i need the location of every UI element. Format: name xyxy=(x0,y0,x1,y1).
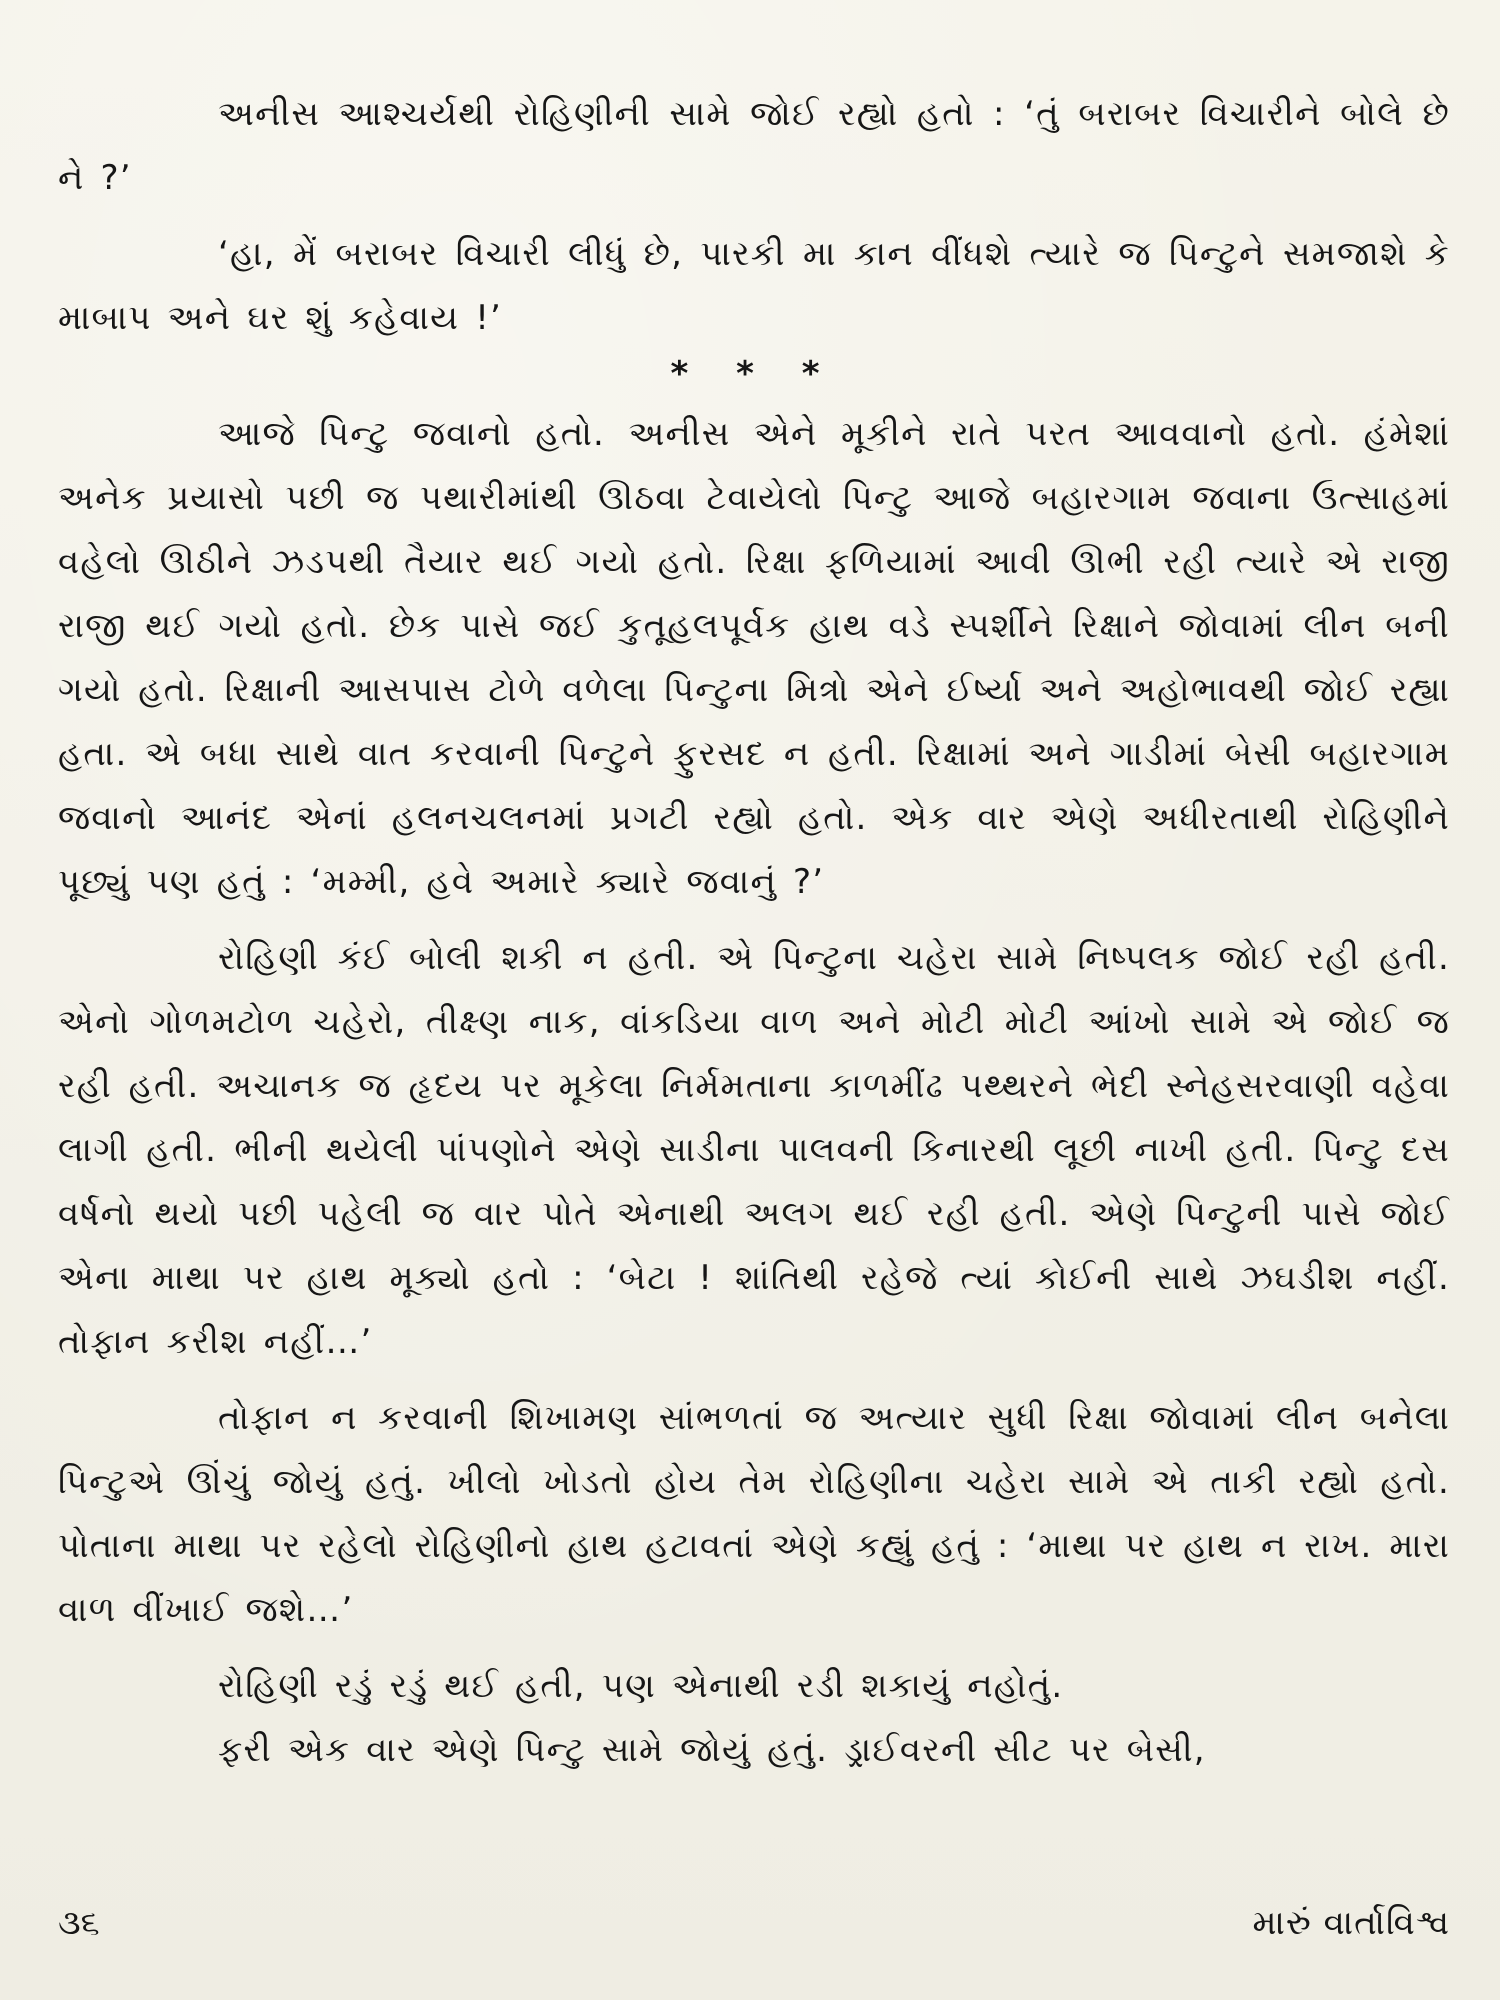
paragraph-4: રોહિણી કંઈ બોલી શકી ન હતી. એ પિન્ટુના ચહેરા સામે નિષ્પલક જોઈ રહી હતી. એનો ગોળમટોળ ચહેરો, તીક્ષ્ણ નાક, વાંકડિયા વાળ અને મોટી મોટી આંખો સામે એ જોઈ જ રહી હતી. અચાનક જ હૃદય પર મૂકેલા નિર્મમતાના કાળમીંઢ પથ્થરને ભેદી સ્નેહસરવાણી વહેવા લાગી હતી. ભીની થયેલી પાંપણોને એણે સાડીના પાલવની કિનારથી લૂછી નાખી હતી. પિન્ટુ દસ વર્ષનો થયો પછી પહેલી જ વાર પોતે એનાથી અલગ થઈ રહી હતી. એણે પિન્ટુની પાસે જોઈ એના માથા પર હાથ મૂક્યો હતો : ‘બેટા ! શાંતિથી રહેજે ત્યાં કોઈની સાથે ઝઘડીશ નહીં. તોફાન કરીશ નહીં…’ xyxy=(58,938,1450,1362)
paragraph-5: તોફાન ન કરવાની શિખામણ સાંભળતાં જ અત્યાર સુધી રિક્ષા જોવામાં લીન બનેલા પિન્ટુએ ઊંચું જોયું હતું. ખીલો ખોડતો હોય તેમ રોહિણીના ચહેરા સામે એ તાકી રહ્યો હતો. પોતાના માથા પર રહેલો રોહિણીનો હાથ હટાવતાં એણે કહ્યું હતું : ‘માથા પર હાથ ન રાખ. મારા વાળ વીંખાઈ જશે…’ xyxy=(58,1398,1450,1630)
page-body xyxy=(58,82,1450,1782)
paragraph-6: રોહિણી રડું રડું થઈ હતી, પણ એનાથી રડી શકાયું નહોતું. xyxy=(218,1666,1064,1706)
paragraph-7: ફરી એક વાર એણે પિન્ટુ સામે જોયું હતું. ડ્રાઈવરની સીટ પર બેસી, xyxy=(218,1730,1206,1770)
page-number: ૩૬ xyxy=(58,1903,100,1943)
page-footer xyxy=(58,1898,1450,1948)
running-title: મારું વાર્તાવિશ્વ xyxy=(1252,1903,1450,1943)
paragraph-1: અનીસ આશ્ચર્યથી રોહિણીની સામે જોઈ રહ્યો હતો : ‘તું બરાબર વિચારીને બોલે છે ને ?’ xyxy=(58,94,1450,198)
paragraph-2: ‘હા, મેં બરાબર વિચારી લીધું છે, પારકી મા કાન વીંધશે ત્યારે જ પિન્ટુને સમજાશે કે માબાપ અને ઘર શું કહેવાય !’ xyxy=(58,234,1450,338)
section-separator: * * * xyxy=(670,354,838,394)
paragraph-3: આજે પિન્ટુ જવાનો હતો. અનીસ એને મૂકીને રાતે પરત આવવાનો હતો. હંમેશાં અનેક પ્રયાસો પછી જ પથારીમાંથી ઊઠવા ટેવાયેલો પિન્ટુ આજે બહારગામ જવાના ઉત્સાહમાં વહેલો ઊઠીને ઝડપથી તૈયાર થઈ ગયો હતો. રિક્ષા ફળિયામાં આવી ઊભી રહી ત્યારે એ રાજી રાજી થઈ ગયો હતો. છેક પાસે જઈ કુતૂહલપૂર્વક હાથ વડે સ્પર્શીને રિક્ષાને જોવામાં લીન બની ગયો હતો. રિક્ષાની આસપાસ ટોળે વળેલા પિન્ટુના મિત્રો એને ઈર્ષ્યા અને અહોભાવથી જોઈ રહ્યા હતા. એ બધા સાથે વાત કરવાની પિન્ટુને ફુરસદ ન હતી. રિક્ષામાં અને ગાડીમાં બેસી બહારગામ જવાનો આનંદ એનાં હલનચલનમાં પ્રગટી રહ્યો હતો. એક વાર એણે અધીરતાથી રોહિણીને પૂછ્યું પણ હતું : ‘મમ્મી, હવે અમારે ક્યારે જવાનું ?’ xyxy=(58,414,1450,902)
